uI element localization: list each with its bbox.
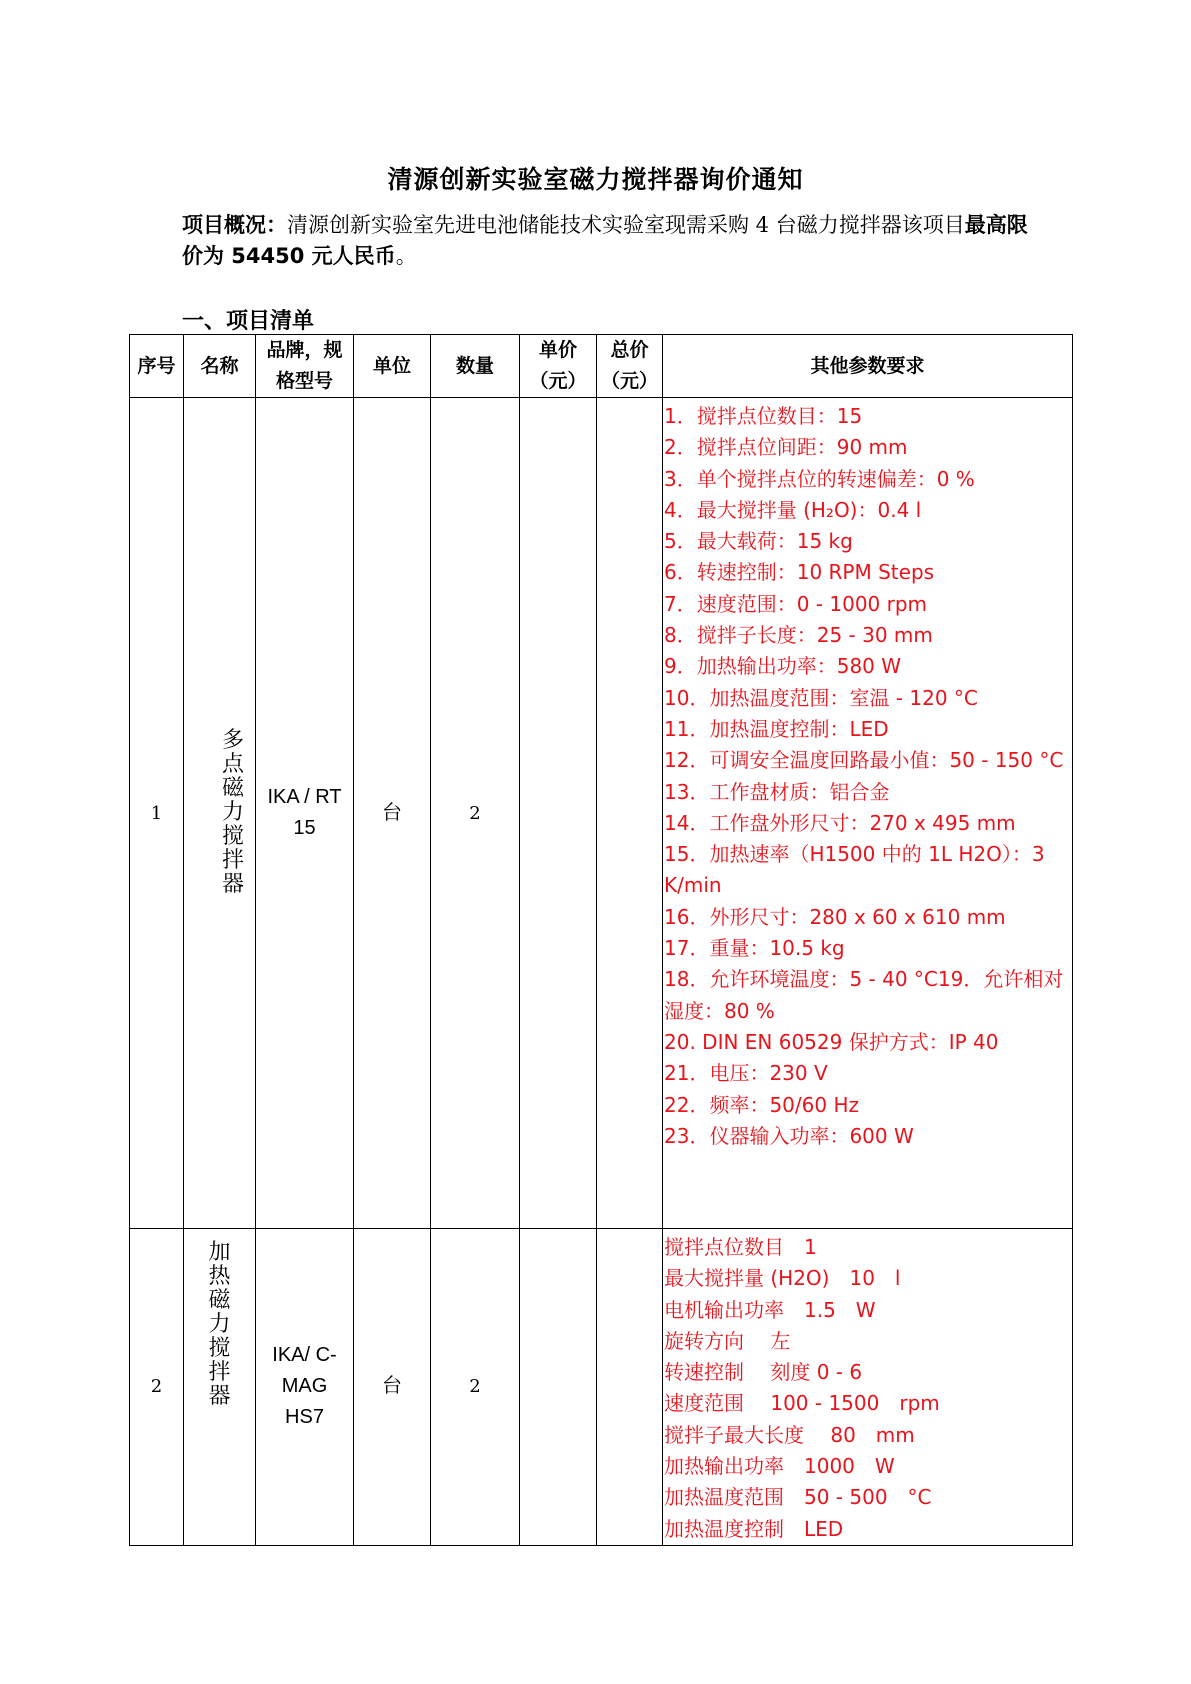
overview-end: 。 bbox=[395, 244, 417, 268]
project-overview bbox=[182, 210, 1042, 272]
param-line: 21．电压：230 V bbox=[664, 1061, 828, 1086]
document-title: 清源创新实验室磁力搅拌器询价通知 bbox=[387, 165, 804, 194]
header-name: 名称 bbox=[184, 335, 256, 398]
row-params bbox=[663, 398, 1073, 1229]
param-line: 7．速度范围：0 - 1000 rpm bbox=[664, 591, 928, 616]
header-unit: 单位 bbox=[354, 335, 431, 398]
param-line: 17．重量：10.5 kg bbox=[664, 936, 845, 961]
param-line: 23．仪器输入功率：600 W bbox=[664, 1123, 914, 1148]
param-line: 10．加热温度范围：室温 - 120 °C bbox=[664, 685, 978, 710]
row-unit-price bbox=[520, 1229, 597, 1546]
row-index: 1 bbox=[130, 398, 184, 1229]
param-line: 搅拌点位数目 1 bbox=[664, 1235, 817, 1259]
param-line: 5．最大载荷：15 kg bbox=[664, 529, 853, 554]
section-title: 一、项目清单 bbox=[182, 309, 315, 334]
header-params: 其他参数要求 bbox=[663, 335, 1073, 398]
row-name: 加热磁力搅拌器 bbox=[184, 1229, 256, 1546]
param-line: 20. DIN EN 60529 保护方式：IP 40 bbox=[664, 1029, 999, 1054]
param-line: 6．转速控制：10 RPM Steps bbox=[664, 560, 935, 585]
param-line: 13．工作盘材质：铝合金 bbox=[664, 779, 890, 804]
row-quantity: 2 bbox=[431, 1229, 520, 1546]
table-row bbox=[130, 398, 1073, 1229]
overview-text: 清源创新实验室先进电池储能技术实验室现需采购 4 台磁力搅拌器该项目 bbox=[287, 213, 965, 237]
param-line: 3．单个搅拌点位的转速偏差：0 % bbox=[664, 466, 975, 491]
row-unit: 台 bbox=[354, 1229, 431, 1546]
param-line: 12．可调安全温度回路最小值：50 - 150 °C bbox=[664, 748, 1064, 773]
param-line: 1．搅拌点位数目：15 bbox=[664, 404, 863, 428]
row-model: IKA / RT 15 bbox=[256, 398, 354, 1229]
row-unit: 台 bbox=[354, 398, 431, 1229]
row-params bbox=[663, 1229, 1073, 1546]
header-model: 品牌，规格型号 bbox=[256, 335, 354, 398]
header-unit-price: 单价（元） bbox=[520, 335, 597, 398]
param-line: 15．加热速率（H1500 中的 1L H2O）：3 K/min bbox=[664, 842, 1045, 898]
param-line: 转速控制 刻度 0 - 6 bbox=[664, 1360, 863, 1385]
table-header-row bbox=[130, 335, 1073, 398]
param-line: 9．加热输出功率：580 W bbox=[664, 654, 902, 679]
item-table bbox=[129, 334, 1073, 1546]
param-line: 最大搅拌量 (H2O) 10 l bbox=[664, 1266, 901, 1291]
param-line: 加热温度控制 LED bbox=[664, 1516, 844, 1541]
param-line: 速度范围 100 - 1500 rpm bbox=[664, 1391, 940, 1416]
param-line: 8．搅拌子长度：25 - 30 mm bbox=[664, 623, 933, 648]
header-total-price: 总价（元） bbox=[597, 335, 663, 398]
param-line: 加热输出功率 1000 W bbox=[664, 1454, 895, 1479]
row-name: 多点磁力搅拌器 bbox=[184, 398, 256, 1229]
overview-max-price: 最高限价为 54450 元人民币 bbox=[182, 213, 1028, 268]
row-total-price bbox=[597, 1229, 663, 1546]
header-index: 序号 bbox=[130, 335, 184, 398]
param-line: 4．最大搅拌量 (H₂O)：0.4 l bbox=[664, 497, 922, 522]
row-model: IKA/ C-MAG HS7 bbox=[256, 1229, 354, 1546]
overview-label: 项目概况： bbox=[182, 213, 287, 237]
row-total-price bbox=[597, 398, 663, 1229]
param-line: 2．搅拌点位间距：90 mm bbox=[664, 435, 908, 460]
table-row bbox=[130, 1229, 1073, 1546]
row-quantity: 2 bbox=[431, 398, 520, 1229]
header-quantity: 数量 bbox=[431, 335, 520, 398]
param-line: 加热温度范围 50 - 500 °C bbox=[664, 1485, 932, 1510]
param-line: 搅拌子最大长度 80 mm bbox=[664, 1422, 915, 1447]
param-line: 14．工作盘外形尺寸：270 x 495 mm bbox=[664, 810, 1016, 835]
param-line: 旋转方向 左 bbox=[664, 1328, 791, 1353]
param-line: 16．外形尺寸：280 x 60 x 610 mm bbox=[664, 904, 1006, 929]
row-index: 2 bbox=[130, 1229, 184, 1546]
param-line: 11．加热温度控制：LED bbox=[664, 716, 889, 741]
param-line: 22．频率：50/60 Hz bbox=[664, 1092, 859, 1117]
row-unit-price bbox=[520, 398, 597, 1229]
param-line: 电机输出功率 1.5 W bbox=[664, 1297, 876, 1322]
param-line: 18．允许环境温度：5 - 40 °C19．允许相对湿度：80 % bbox=[664, 967, 1064, 1023]
